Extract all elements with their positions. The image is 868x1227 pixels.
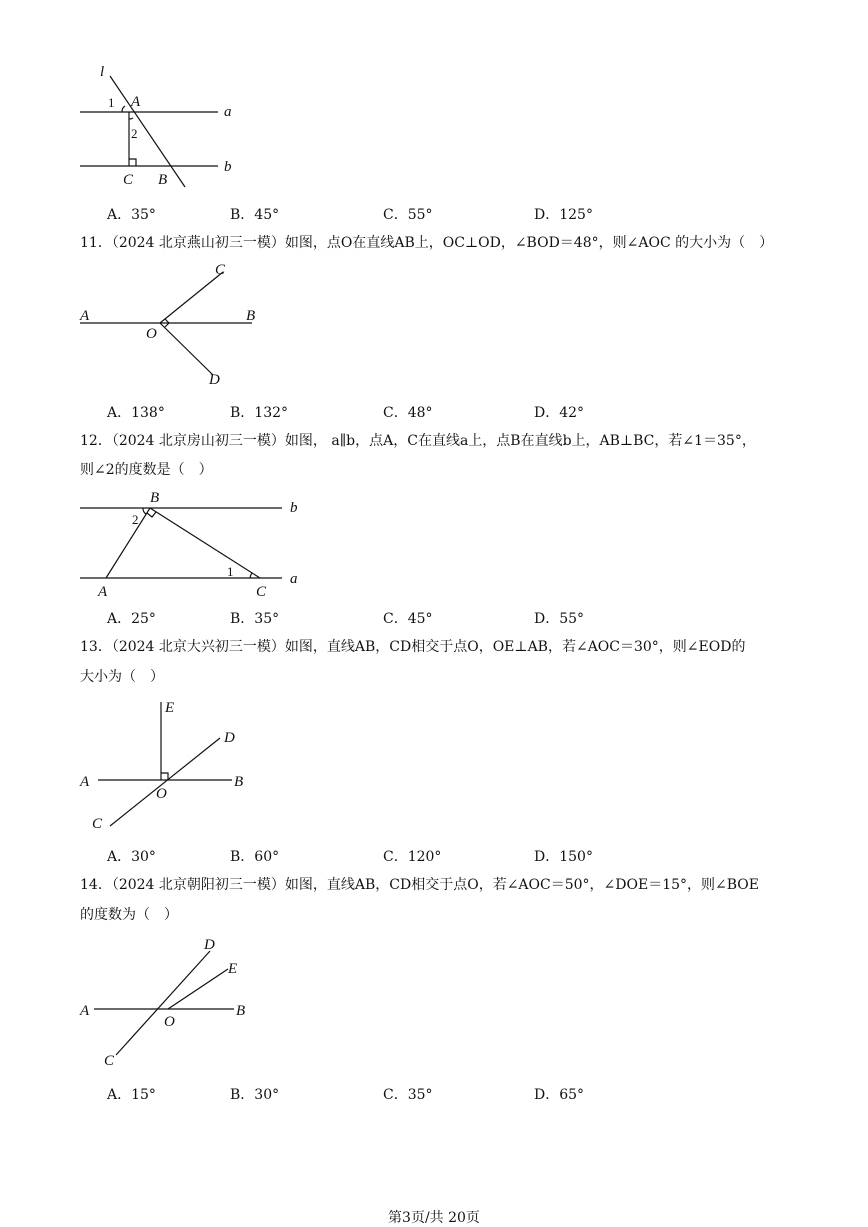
label-C: C xyxy=(104,1053,115,1069)
q13-figure xyxy=(70,696,260,836)
label-D: D xyxy=(224,730,235,746)
q13-option-d[interactable]: D．150° xyxy=(534,849,593,865)
q13-line2: 大小为（ ） xyxy=(80,669,164,685)
q10-option-d[interactable]: D．125° xyxy=(534,207,593,223)
right-angle-mark xyxy=(147,512,156,517)
label-D: D xyxy=(209,372,220,388)
q11-option-c[interactable]: C．48° xyxy=(383,405,433,421)
label-1: 1 xyxy=(227,564,234,579)
label-C: C xyxy=(92,816,103,832)
line-l xyxy=(110,76,185,187)
q14-option-a[interactable]: A．15° xyxy=(107,1087,156,1103)
angle-2-arc xyxy=(129,118,133,119)
label-C: C xyxy=(215,262,226,278)
q12-option-d[interactable]: D．55° xyxy=(534,611,585,627)
q10-figure xyxy=(70,62,250,192)
label-a: a xyxy=(290,571,298,587)
label-1: 1 xyxy=(108,95,115,110)
label-E: E xyxy=(228,961,238,977)
q11-option-b[interactable]: B．132° xyxy=(230,405,289,421)
label-C: C xyxy=(123,172,134,188)
label-A: A xyxy=(80,308,90,324)
line-cd xyxy=(116,951,210,1055)
q11-option-d[interactable]: D．42° xyxy=(534,405,585,421)
q13-option-a[interactable]: A．30° xyxy=(107,849,156,865)
label-A: A xyxy=(98,584,108,600)
q14-line2: 的度数为（ ） xyxy=(80,907,178,923)
label-a: a xyxy=(224,104,232,120)
label-B: B xyxy=(234,774,244,790)
q11-text: 11．（2024 北京燕山初三一模）如图，点O在直线AB上，OC⊥OD，∠BOD＝48°，则∠AOC 的大小为（ ） xyxy=(80,235,774,251)
ray-oc xyxy=(160,272,223,323)
line-cd xyxy=(110,738,220,826)
q13-option-b[interactable]: B．60° xyxy=(230,849,280,865)
angle-1-arc xyxy=(122,106,125,112)
label-b: b xyxy=(224,159,232,175)
q10-option-a[interactable]: A．35° xyxy=(107,207,156,223)
q14-option-d[interactable]: D．65° xyxy=(534,1087,585,1103)
ray-od xyxy=(160,323,213,375)
label-A: A xyxy=(131,94,141,110)
q13-option-c[interactable]: C．120° xyxy=(383,849,442,865)
label-2: 2 xyxy=(132,512,139,527)
segment-ab xyxy=(106,508,150,578)
angle-2-arc xyxy=(143,508,146,514)
label-A: A xyxy=(80,1003,90,1019)
q12-option-b[interactable]: B．35° xyxy=(230,611,280,627)
q12-option-c[interactable]: C．45° xyxy=(383,611,433,627)
label-A: A xyxy=(80,774,90,790)
label-O: O xyxy=(156,786,167,802)
q12-line2: 则∠2的度数是（ ） xyxy=(80,462,213,478)
label-b: b xyxy=(290,500,298,516)
q14-line1: 14．（2024 北京朝阳初三一模）如图，直线AB，CD相交于点O，若∠AOC＝50°，∠DOE＝15°，则∠BOE xyxy=(80,877,759,893)
label-E: E xyxy=(165,700,175,716)
label-l: l xyxy=(100,64,105,80)
right-angle-mark xyxy=(129,159,136,166)
q14-option-b[interactable]: B．30° xyxy=(230,1087,280,1103)
label-B: B xyxy=(246,308,256,324)
q11-figure xyxy=(70,260,270,395)
q14-figure xyxy=(70,935,260,1070)
label-2: 2 xyxy=(131,126,138,141)
q14-option-c[interactable]: C．35° xyxy=(383,1087,433,1103)
q12-figure xyxy=(70,488,310,603)
page-footer: 第3页/共 20页 xyxy=(388,1210,480,1226)
label-B: B xyxy=(236,1003,246,1019)
q10-option-b[interactable]: B．45° xyxy=(230,207,280,223)
q10-option-c[interactable]: C．55° xyxy=(383,207,433,223)
ray-oe xyxy=(168,969,228,1009)
segment-bc xyxy=(150,508,260,578)
label-B: B xyxy=(150,490,160,506)
label-D: D xyxy=(204,937,215,953)
q12-option-a[interactable]: A．25° xyxy=(107,611,156,627)
q12-line1: 12．（2024 北京房山初三一模）如图， a∥b，点A，C在直线a上，点B在直线b上，AB⊥BC，若∠1＝35°， xyxy=(80,433,756,449)
label-B: B xyxy=(158,172,168,188)
q13-line1: 13．（2024 北京大兴初三一模）如图，直线AB，CD相交于点O，OE⊥AB，若∠AOC＝30°，则∠EOD的 xyxy=(80,639,746,655)
angle-1-arc xyxy=(250,573,252,578)
right-angle-mark xyxy=(161,773,168,780)
label-O: O xyxy=(164,1014,175,1030)
label-O: O xyxy=(146,326,157,342)
label-C: C xyxy=(256,584,267,600)
q11-option-a[interactable]: A．138° xyxy=(107,405,165,421)
